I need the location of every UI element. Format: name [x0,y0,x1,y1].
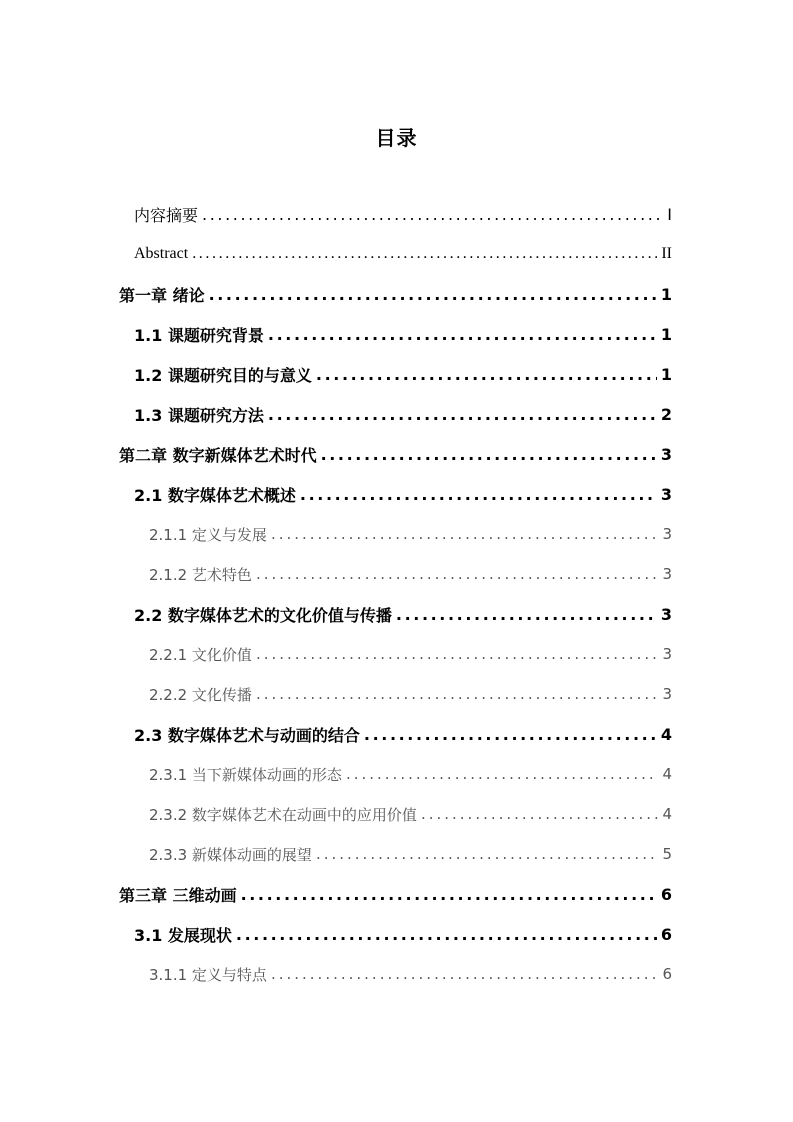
toc-entry-label: 2.1.1 定义与发展 [149,525,267,544]
toc-entry-page: 6 [660,884,672,904]
toc-entry-page: 4 [662,765,672,783]
toc-entry-label: Abstract [134,245,189,262]
toc-entry-subsection-2-3-1[interactable] [0,754,793,794]
leader-dots [316,845,659,863]
toc-entry-subsection-2-1-1[interactable] [0,514,793,554]
toc-entry-abstract-en[interactable] [0,234,793,274]
toc-entry-label: 内容摘要 [134,205,199,225]
toc-entry-subsection-2-2-2[interactable] [0,674,793,714]
leader-dots [364,725,657,744]
toc-entry-abstract-cn[interactable] [0,194,793,234]
toc-entry-label: 2.2 数字媒体艺术的文化价值与传播 [134,605,392,625]
toc-entry-page: 3 [662,565,672,583]
leader-dots [421,805,659,823]
toc-entry-page: 1 [660,364,672,384]
toc-entry-page: 1 [660,324,672,344]
toc-entry-section-3-1[interactable] [0,914,793,954]
toc-entry-label: 2.3.1 当下新媒体动画的形态 [149,765,342,784]
toc-entry-page: 3 [662,645,672,663]
toc-entry-page: II [661,245,672,262]
leader-dots [268,325,657,344]
toc-entry-page: I [667,204,672,224]
toc-entry-page: 4 [662,805,672,823]
toc-entry-label: 3.1.1 定义与特点 [149,965,267,984]
leader-dots [256,645,659,663]
toc-entry-page: 3 [662,525,672,543]
toc-entry-label: 1.2 课题研究目的与意义 [134,365,312,385]
toc-entry-label: 1.3 课题研究方法 [134,405,264,425]
toc-entry-page: 1 [660,284,672,304]
toc-entry-label: 3.1 发展现状 [134,925,232,945]
leader-dots [300,485,657,504]
toc-entry-page: 2 [660,404,672,424]
leader-dots [202,205,663,224]
toc-entry-subsection-2-1-2[interactable] [0,554,793,594]
toc-entry-label: 第三章 三维动画 [119,885,237,905]
toc-entry-page: 4 [660,724,672,744]
toc-entry-subsection-2-3-3[interactable] [0,834,793,874]
toc-list [0,194,793,994]
leader-dots [192,245,657,263]
toc-entry-label: 2.2.1 文化价值 [149,645,252,664]
toc-entry-label: 第一章 绪论 [119,285,205,305]
leader-dots [209,285,657,304]
toc-entry-label: 2.1.2 艺术特色 [149,565,252,584]
leader-dots [241,885,657,904]
leader-dots [321,445,657,464]
toc-entry-page: 5 [662,845,672,863]
leader-dots [396,605,657,624]
leader-dots [346,765,659,783]
toc-entry-label: 2.2.2 文化传播 [149,685,252,704]
toc-entry-page: 3 [662,685,672,703]
toc-entry-label: 2.3.2 数字媒体艺术在动画中的应用价值 [149,805,417,824]
toc-entry-section-1-3[interactable] [0,394,793,434]
toc-entry-chapter-1[interactable] [0,274,793,314]
toc-entry-section-1-2[interactable] [0,354,793,394]
leader-dots [236,925,657,944]
toc-entry-label: 第二章 数字新媒体艺术时代 [119,445,317,465]
toc-entry-subsection-2-3-2[interactable] [0,794,793,834]
toc-entry-page: 3 [660,604,672,624]
toc-entry-section-2-3[interactable] [0,714,793,754]
toc-entry-page: 3 [660,484,672,504]
toc-entry-subsection-3-1-1[interactable] [0,954,793,994]
toc-entry-label: 2.3.3 新媒体动画的展望 [149,845,312,864]
toc-entry-label: 2.3 数字媒体艺术与动画的结合 [134,725,360,745]
toc-entry-chapter-3[interactable] [0,874,793,914]
leader-dots [316,365,657,384]
leader-dots [271,525,659,543]
toc-entry-section-1-1[interactable] [0,314,793,354]
leader-dots [256,685,659,703]
toc-entry-label: 2.1 数字媒体艺术概述 [134,485,296,505]
toc-entry-page: 3 [660,444,672,464]
toc-entry-page: 6 [660,924,672,944]
toc-entry-label: 1.1 课题研究背景 [134,325,264,345]
toc-entry-subsection-2-2-1[interactable] [0,634,793,674]
toc-entry-page: 6 [662,965,672,983]
toc-entry-section-2-2[interactable] [0,594,793,634]
leader-dots [256,565,659,583]
toc-entry-section-2-1[interactable] [0,474,793,514]
toc-title: 目录 [375,126,418,150]
toc-entry-chapter-2[interactable] [0,434,793,474]
leader-dots [268,405,657,424]
leader-dots [271,965,659,983]
